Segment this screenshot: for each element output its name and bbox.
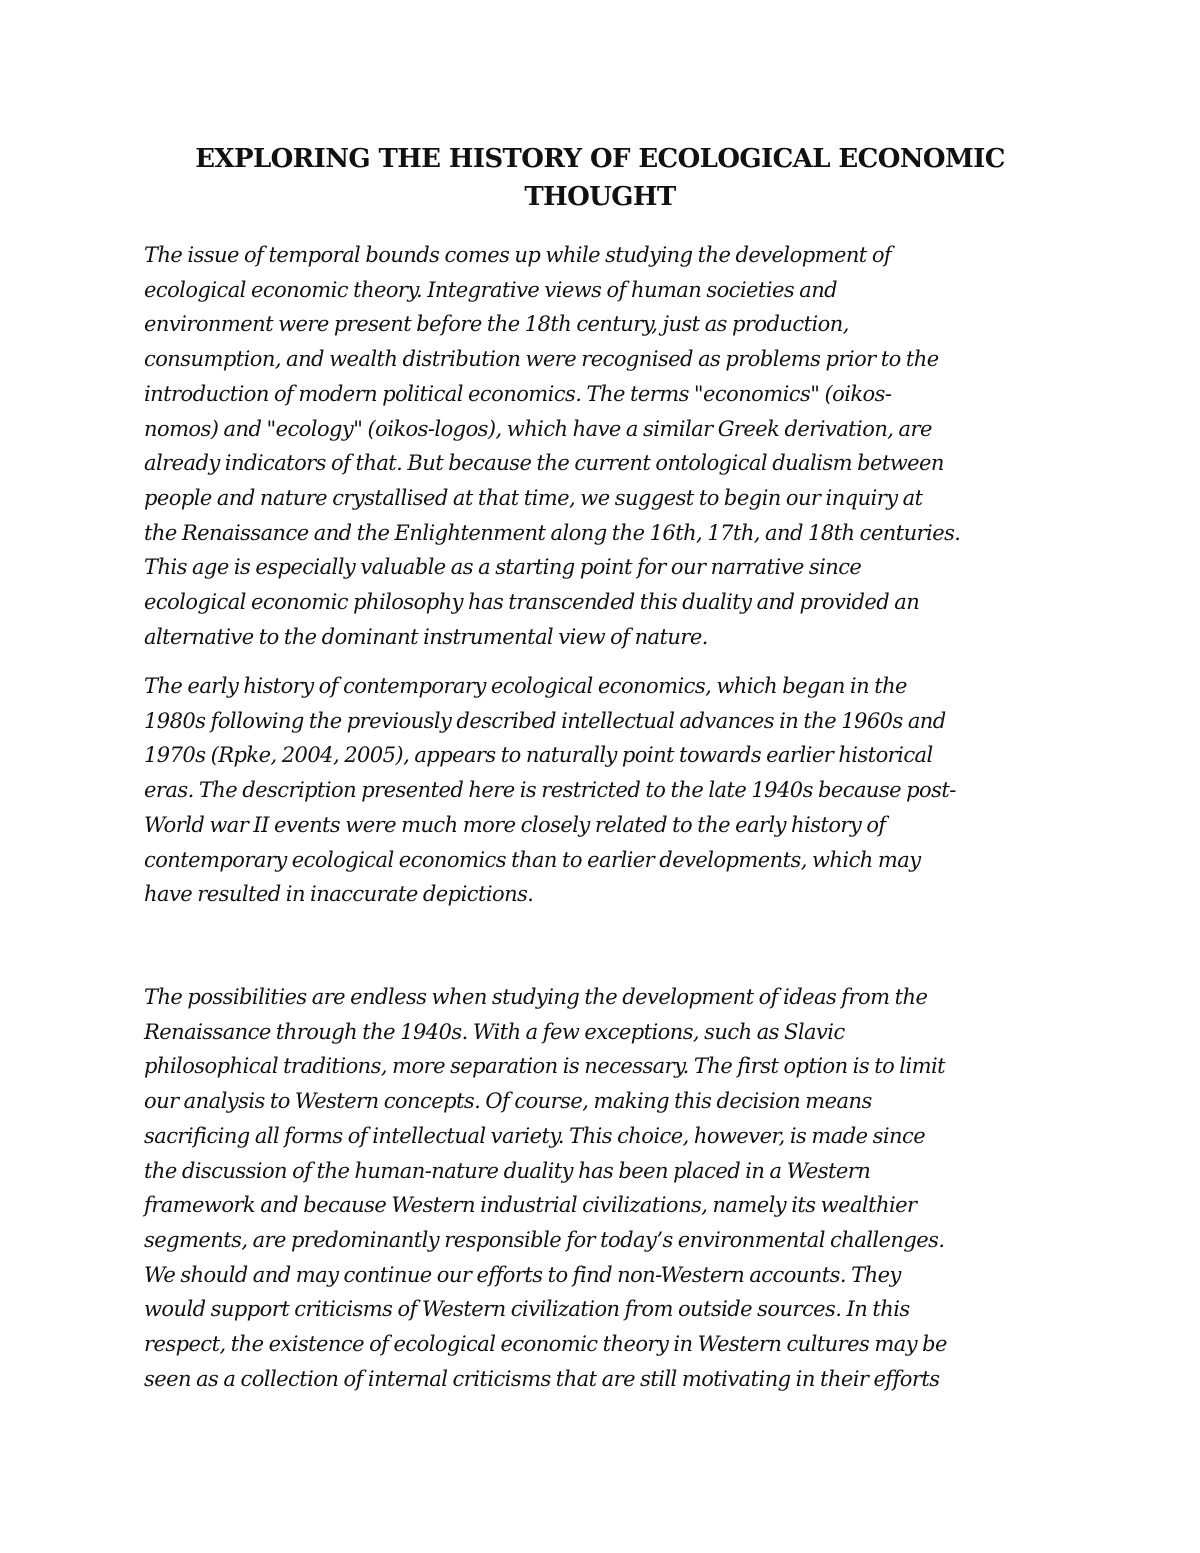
paragraph-line: World war II events were much more closely related to the early history of [144,812,886,837]
paragraph-line: contemporary ecological economics than to earlier developments, which may [144,847,921,872]
paragraph-line: The early history of contemporary ecological economics, which began in the [144,674,907,698]
paragraph-line: segments, are predominantly responsible for today’s environmental challenges. [144,1227,945,1252]
paragraph-line: The possibilities are endless when studying the development of ideas from the [144,985,928,1009]
paragraph-line: ecological economic philosophy has transcended this duality and provided an [144,590,920,615]
paragraph-line: have resulted in inaccurate depictions. [144,882,534,907]
paragraph-line: sacrificing all forms of intellectual variety. This choice, however, is made since [144,1123,926,1148]
body-paragraph [144,980,947,1396]
paragraph-line: already indicators of that. But because the current ontological dualism between [144,451,944,476]
paragraph-line: This age is especially valuable as a starting point for our narrative since [144,555,862,580]
paragraph-line: the discussion of the human-nature duality has been placed in a Western [144,1158,871,1183]
body-paragraph [144,238,960,654]
paragraph-line: seen as a collection of internal criticisms that are still motivating in their efforts [144,1366,940,1391]
paragraph-line: would support criticisms of Western civilization from outside sources. In this [144,1297,910,1322]
paragraph-line: 1980s following the previously described intellectual advances in the 1960s and [144,708,946,733]
paragraph-line: framework and because Western industrial civilizations, namely its wealthier [144,1193,917,1218]
paragraph-line: nomos) and "ecology" (oikos-logos), which have a similar Greek derivation, are [144,416,932,441]
paragraph-line: environment were present before the 18th century, just as production, [144,312,849,337]
body-paragraph [144,669,956,912]
paragraph-line: eras. The description presented here is restricted to the late 1940s because post- [144,778,956,803]
paragraph-line: Renaissance through the 1940s. With a few exceptions, such as Slavic [144,1019,845,1044]
paragraph-line: philosophical traditions, more separation is necessary. The first option is to limit [144,1054,946,1079]
title-line: THOUGHT [524,182,676,212]
paragraph-line: our analysis to Western concepts. Of course, making this decision means [144,1089,872,1114]
paragraph-line: people and nature crystallised at that time, we suggest to begin our inquiry at [144,485,923,510]
paragraph-line: the Renaissance and the Enlightenment along the 16th, 17th, and 18th centuries. [144,520,961,545]
paragraph-line: The issue of temporal bounds comes up while studying the development of [144,243,892,267]
paragraph-line: 1970s (Rpke, 2004, 2005), appears to naturally point towards earlier historical [144,743,933,768]
paragraph-line: We should and may continue our efforts to find non-Western accounts. They [144,1262,901,1287]
paragraph-line: ecological economic theory. Integrative views of human societies and [144,277,838,302]
paragraph-line: consumption, and wealth distribution were recognised as problems prior to the [144,347,939,372]
paragraph-line: respect, the existence of ecological economic theory in Western cultures may be [144,1332,947,1357]
paragraph-line: alternative to the dominant instrumental view of nature. [144,624,708,649]
paragraph-line: introduction of modern political economics. The terms "economics" (oikos- [144,381,892,406]
document-title [150,140,1050,216]
title-line: EXPLORING THE HISTORY OF ECOLOGICAL ECONOMIC [195,144,1005,174]
